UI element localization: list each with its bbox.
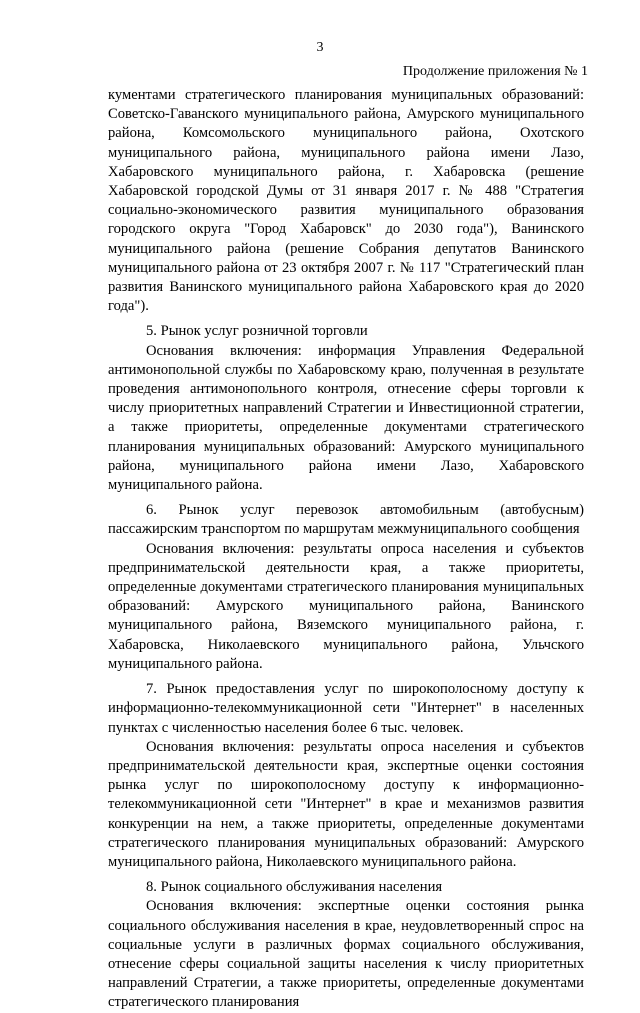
section-heading-5: 5. Рынок услуг розничной торговли xyxy=(146,323,368,340)
paragraph-section-7: Основания включения: результаты опроса населения и субъектов предпринимательской деятельности края, экспертные оценки состояния рынка услуг по широкополосному доступу к информационно-телекоммуникационной сети "Интернет" в крае и механизмов развития конкуренции на нем, а также приоритеты, определенные документами стратегического планирования муниципальных образований: Амурского муниципального района, Николаевского муниципального района. xyxy=(108,738,584,870)
paragraph-section-6: Основания включения: результаты опроса населения и субъектов предпринимательской деятельности края, а также приоритеты, определенные документами стратегического планирования муниципальных образований: Амурского муниципального района, Ванинского муниципального района, Вяземского муниципального района, г. Хабаровска, Николаевского муниципального района, Ульчского муниципального района. xyxy=(108,540,584,672)
section-heading-6: 6. Рынок услуг перевозок автомобильным (автобусным) пассажирским транспортом по маршрутам межмуниципального сообщения xyxy=(108,502,584,538)
section-heading-7: 7. Рынок предоставления услуг по широкополосному доступу к информационно-телекоммуникационной сети "Интернет" в населенных пунктах с численностью населения более 6 тыс. человек. xyxy=(108,681,584,736)
appendix-continuation-note: Продолжение приложения № 1 xyxy=(402,64,588,79)
document-body xyxy=(108,86,584,1013)
page-number: 3 xyxy=(316,40,324,55)
paragraph-section-8: Основания включения: экспертные оценки состояния рынка социального обслуживания населения в крае, неудовлетворенный спрос на социальные услуги в различных формах социального обслуживания, отнесение сферы социальной защиты населения к числу приоритетных направлений Стратегии, а также приоритеты, определенные документами стратегического планирования xyxy=(108,898,584,1011)
paragraph-continuation: кументами стратегического планирования муниципальных образований: Советско-Гаванского муниципального района, Амурского муниципального района, Комсомольского муниципального района, Охотского муниципального района, муниципального района имени Лазо, Хабаровского муниципального района, г. Хабаровска (решение Хабаровской городской Думы от 31 января 2017 г. № 488 "Стратегия социально-экономического развития муниципального образования городского округа "Город Хабаровск" до 2030 года"), Ванинского муниципального района (решение Собрания депутатов Ванинского муниципального района от 23 октября 2007 г. № 117 "Стратегический план развития Ванинского муниципального района Хабаровского края до 2020 года"). xyxy=(108,87,584,315)
paragraph-section-5: Основания включения: информация Управления Федеральной антимонопольной службы по Хабаровскому краю, полученная в результате проведения антимонопольного контроля, отнесение сферы торговли к числу приоритетных направлений Стратегии и Инвестиционной стратегии, а также приоритеты, определенные документами стратегического планирования муниципальных образований: Амурского муниципального района, муниципального района имени Лазо, Хабаровского муниципального района. xyxy=(108,342,584,494)
section-heading-8: 8. Рынок социального обслуживания населения xyxy=(146,879,443,896)
